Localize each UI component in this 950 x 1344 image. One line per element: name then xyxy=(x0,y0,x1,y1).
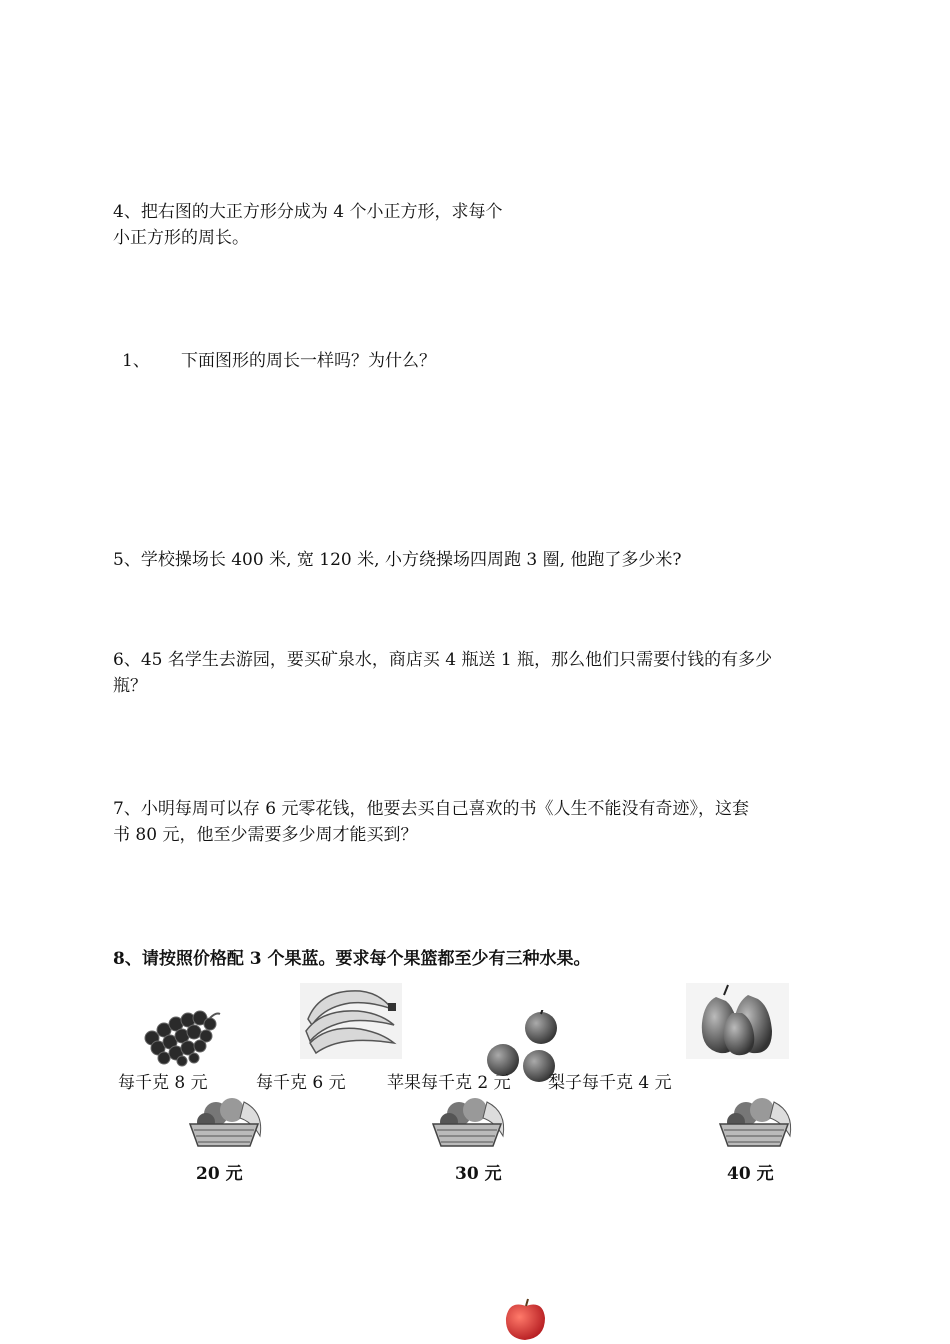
q7-line1: 7、小明每周可以存 6 元零花钱，他要去买自己喜欢的书《人生不能没有奇迹》，这套 xyxy=(113,799,749,819)
fruit-basket-icon xyxy=(186,1096,270,1150)
bananas-icon xyxy=(300,983,402,1059)
q5-text: 5、学校操场长 400 米, 宽 120 米, 小方绕操场四周跑 3 圈, 他跑了多少米? xyxy=(113,550,682,570)
apple-icon xyxy=(503,1298,549,1342)
fruit-label-grapes: 每千克 8 元 xyxy=(118,1073,208,1093)
q6-line2: 瓶？ xyxy=(113,676,147,696)
q1-text: 下面图形的周长一样吗？为什么？ xyxy=(181,351,436,371)
fruit-basket-icon xyxy=(716,1096,800,1150)
q1-number: 1、 xyxy=(122,351,150,371)
q7-line2: 书 80 元，他至少需要多少周才能买到？ xyxy=(113,825,418,845)
basket-price-2: 30 元 xyxy=(455,1164,502,1184)
q4-line1: 4、把右图的大正方形分成为 4 个小正方形，求每个 xyxy=(113,202,503,222)
basket-price-3: 40 元 xyxy=(727,1164,774,1184)
pears-icon xyxy=(686,983,789,1059)
fruit-basket-icon xyxy=(429,1096,513,1150)
fruit-label-bananas: 每千克 6 元 xyxy=(256,1073,346,1093)
q4-line2: 小正方形的周长。 xyxy=(113,228,249,248)
q8-title: 8、请按照价格配 3 个果蓝。要求每个果篮都至少有三种水果。 xyxy=(113,949,591,969)
fruit-label-pears: 梨子每千克 4 元 xyxy=(548,1073,672,1093)
basket-price-1: 20 元 xyxy=(196,1164,243,1184)
q6-line1: 6、45 名学生去游园，要买矿泉水，商店买 4 瓶送 1 瓶，那么他们只需要付钱的有多少 xyxy=(113,650,773,670)
fruit-label-apples: 苹果每千克 2 元 xyxy=(387,1073,511,1093)
grapes-icon xyxy=(140,1008,222,1068)
